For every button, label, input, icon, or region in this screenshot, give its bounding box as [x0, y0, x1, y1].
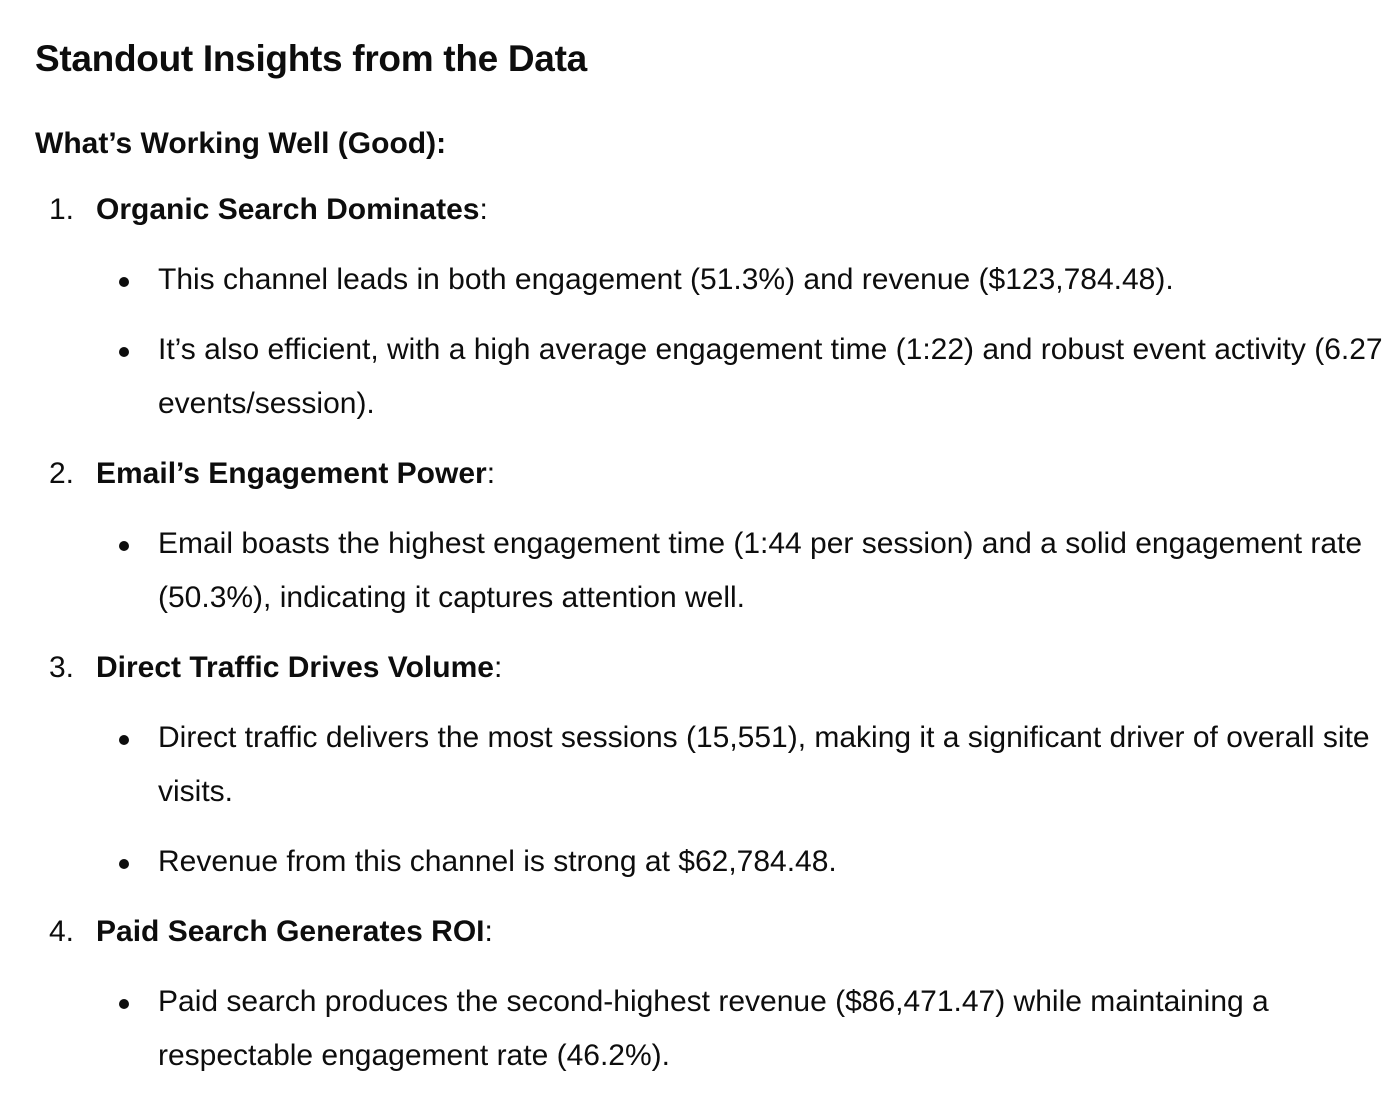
insight-item-1 — [35, 192, 1395, 420]
insight-heading — [35, 650, 1395, 686]
list-number: 3. — [49, 651, 75, 684]
title-colon: : — [484, 915, 493, 948]
insight-title: Direct Traffic Drives Volume — [96, 651, 494, 684]
section-subheading: What’s Working Well (Good): — [35, 127, 447, 160]
insight-item-2 — [35, 456, 1395, 614]
bullet-text: This channel leads in both engagement (51.3%) and revenue ($123,784.48). — [158, 263, 1174, 296]
bullet-text: It’s also efficient, with a high average engagement time (1:22) and robust event activity (6.27 events/session). — [158, 333, 1383, 420]
bullet-dot — [119, 347, 129, 357]
bullet-text: Revenue from this channel is strong at $62,784.48. — [158, 845, 837, 878]
bullet-dot — [119, 859, 129, 869]
insight-title: Organic Search Dominates — [96, 193, 480, 226]
bullet-text: Paid search produces the second-highest revenue ($86,471.47) while maintaining a respectable engagement rate (46.2%). — [158, 985, 1269, 1072]
title-colon: : — [493, 651, 503, 684]
list-number: 4. — [49, 915, 75, 948]
insight-heading — [35, 914, 1395, 950]
insight-heading — [35, 456, 1395, 492]
list-number: 2. — [49, 457, 75, 490]
bullet-dot — [119, 541, 129, 551]
page-title: Standout Insights from the Data — [35, 38, 587, 79]
bullet-text: Direct traffic delivers the most sessions (15,551), making it a significant driver of overall site visits. — [158, 721, 1370, 808]
bullet-dot — [119, 999, 129, 1009]
insight-title: Paid Search Generates ROI — [96, 915, 485, 948]
insight-item-4 — [35, 914, 1395, 1072]
insight-title: Email’s Engagement Power — [96, 457, 487, 490]
bullet-text: Email boasts the highest engagement time (1:44 per session) and a solid engagement rate (50.3%), indicating it captures attention well. — [158, 527, 1363, 614]
bullet-dot — [119, 277, 129, 287]
title-colon: : — [479, 193, 488, 226]
insight-item-3 — [35, 650, 1395, 878]
title-colon: : — [486, 457, 496, 490]
bullet-dot — [119, 735, 129, 745]
insight-heading — [35, 192, 1395, 228]
list-number: 1. — [49, 193, 75, 226]
